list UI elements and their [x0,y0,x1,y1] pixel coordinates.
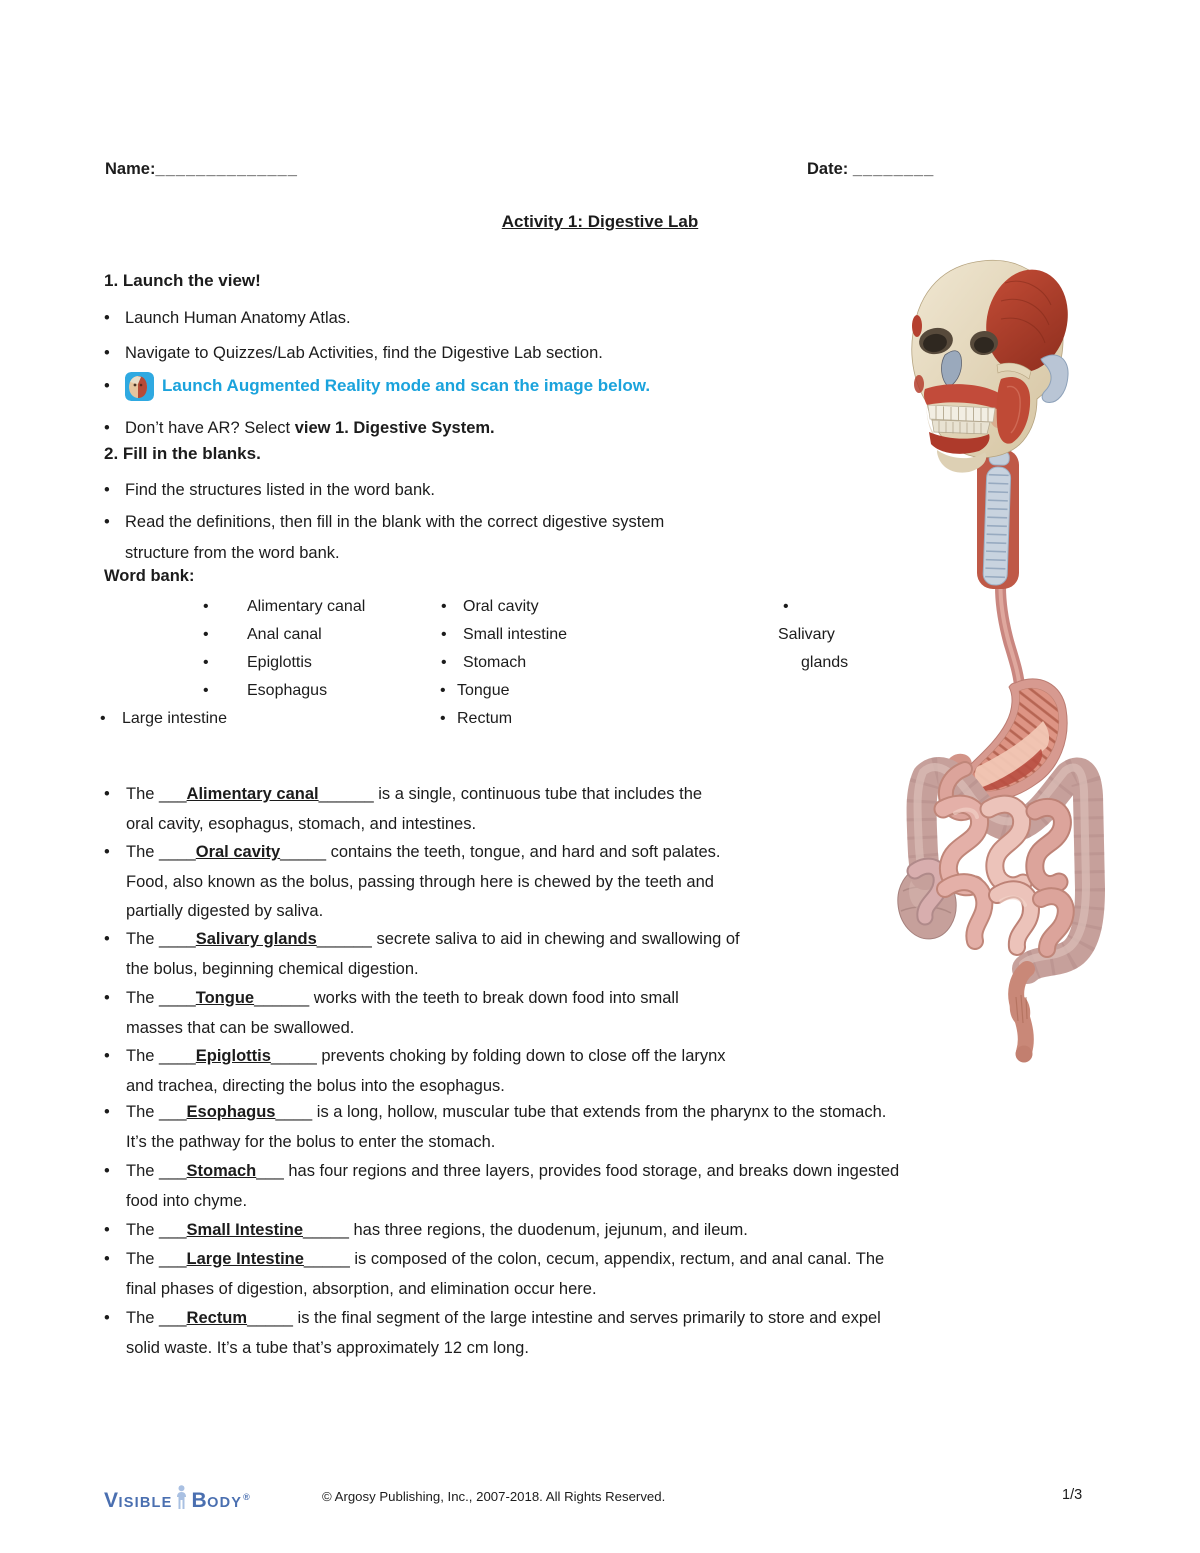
item-text: The ___Stomach___ has four regions and three layers, provides food storage, and breaks down ingested food into chyme. [126,1162,900,1210]
augmented-reality-face-icon [125,372,154,401]
word-bank-item: Large intestine [122,710,227,727]
word-bank-item: Rectum [457,710,513,727]
bullet-text: Don’t have AR? Select view 1. Digestive System. [125,419,495,437]
bullet-icon: • [104,1309,110,1327]
bullet-icon: • [203,654,209,671]
bullet-icon: • [104,377,110,395]
bullet-icon: • [203,626,209,643]
visible-body-person-icon [175,1485,188,1515]
digestive-system-anatomy-illustration [885,253,1115,1068]
bullet-icon: • [104,989,110,1007]
bullet-icon: • [104,1221,110,1239]
bullet-text: Launch Human Anatomy Atlas. [125,309,351,327]
bullet-icon: • [104,1162,110,1180]
word-bank-item: Epiglottis [247,654,312,671]
item-text: The ___Alimentary canal______ is a single, continuous tube that includes the oral cavity, esophagus, stomach, and intestines. [126,785,703,833]
item-text: The ___Esophagus____ is a long, hollow, muscular tube that extends from the pharynx to the stomach. It’s the pathway for the bolus to enter the stomach. [126,1103,887,1151]
bullet-icon: • [440,682,446,699]
word-bank-item: Oral cavity [463,598,539,615]
item-text: The ___Small Intestine_____ has three regions, the duodenum, jejunum, and ileum. [126,1221,748,1239]
name-label: Name: [105,160,156,178]
logo-text: V [104,1489,119,1512]
bullet-text: Navigate to Quizzes/Lab Activities, find the Digestive Lab section. [125,344,603,362]
word-bank-item: Salivary [778,626,835,643]
bullet-icon: • [104,481,110,499]
word-bank-item: glands [801,654,849,671]
word-bank-item: Esophagus [247,682,328,699]
bullet-text: Find the structures listed in the word bank. [125,481,435,499]
bullet-icon: • [441,626,447,643]
bullet-icon: • [104,513,110,531]
logo-text: ODY [207,1495,243,1511]
bullet-read-definitions [104,507,664,569]
fill-in-item [104,1245,1136,1304]
fill-in-item [104,1098,1136,1157]
fill-in-item [104,1304,1136,1363]
word-bank-item: Alimentary canal [247,598,366,615]
bullet-icon: • [104,843,110,861]
bullet-icon: • [441,598,447,615]
bullet-text: Launch Augmented Reality mode and scan the image below. [162,376,651,395]
word-bank-item: Small intestine [463,626,568,643]
bullet-icon: • [104,344,110,362]
bullet-icon: • [203,598,209,615]
page-number: 1/3 [1062,1487,1083,1503]
bullet-text: Read the definitions, then fill in the blank with the correct digestive system structure from the word bank. [125,513,665,562]
word-bank-item: Tongue [457,682,510,699]
bullet-find-structures [104,475,435,505]
bullet-icon: • [104,785,110,803]
bullet-navigate [104,338,603,368]
name-line [105,160,298,179]
bullet-icon: • [104,1250,110,1268]
bullet-icon: • [203,682,209,699]
item-text: The ____Tongue______ works with the teeth to break down food into small masses that can be swallowed. [126,989,679,1037]
bullet-icon: • [100,710,106,727]
bullet-icon: • [441,654,447,671]
visible-body-logo [104,1482,249,1513]
word-bank-item: Stomach [463,654,527,671]
bullet-icon: • [440,710,446,727]
date-line [807,160,934,179]
fill-in-item [104,1157,1136,1216]
name-blank: ______________ [155,160,298,178]
item-text: The ____Oral cavity_____ contains the teeth, tongue, and hard and soft palates. Food, also known as the bolus, passing through here is chewed by the teeth and partially digested by saliva. [126,843,721,920]
fill-in-item [104,1216,1136,1246]
logo-text: B [191,1489,208,1512]
bullet-launch-atlas [104,303,351,333]
bullet-icon: • [104,1103,110,1121]
section1-heading: 1. Launch the view! [104,271,261,290]
item-text: The ____Salivary glands______ secrete saliva to aid in chewing and swallowing of the bolus, beginning chemical digestion. [126,930,740,978]
date-blank: ________ [852,160,935,178]
page-title: Activity 1: Digestive Lab [501,212,699,231]
word-bank-item: Anal canal [247,626,322,643]
item-text: The ____Epiglottis_____ prevents choking by folding down to close off the larynx and trachea, directing the bolus into the esophagus. [126,1047,726,1095]
bullet-icon: • [104,309,110,327]
item-text: The ___Rectum_____ is the final segment of the large intestine and serves primarily to store and expel solid waste. It’s a tube that’s approximately 12 cm long. [126,1309,881,1357]
bullet-icon: • [783,598,789,615]
item-text: The ___Large Intestine_____ is composed of the colon, cecum, appendix, rectum, and anal canal. The final phases of digestion, absorption, and elimination occur here. [126,1250,885,1298]
bullet-icon: • [104,930,110,948]
bullet-icon: • [104,419,110,437]
bullet-icon: • [104,1047,110,1065]
logo-text: ISIBLE [118,1495,173,1511]
copyright-text: © Argosy Publishing, Inc., 2007-2018. All Rights Reserved. [322,1489,666,1504]
registered-mark: ® [243,1492,250,1502]
date-label: Date: [807,160,849,178]
bullet-augmented-reality [104,370,650,402]
section2-heading: 2. Fill in the blanks. [104,444,261,463]
word-bank-label: Word bank: [104,567,195,585]
bullet-no-ar [104,413,495,443]
